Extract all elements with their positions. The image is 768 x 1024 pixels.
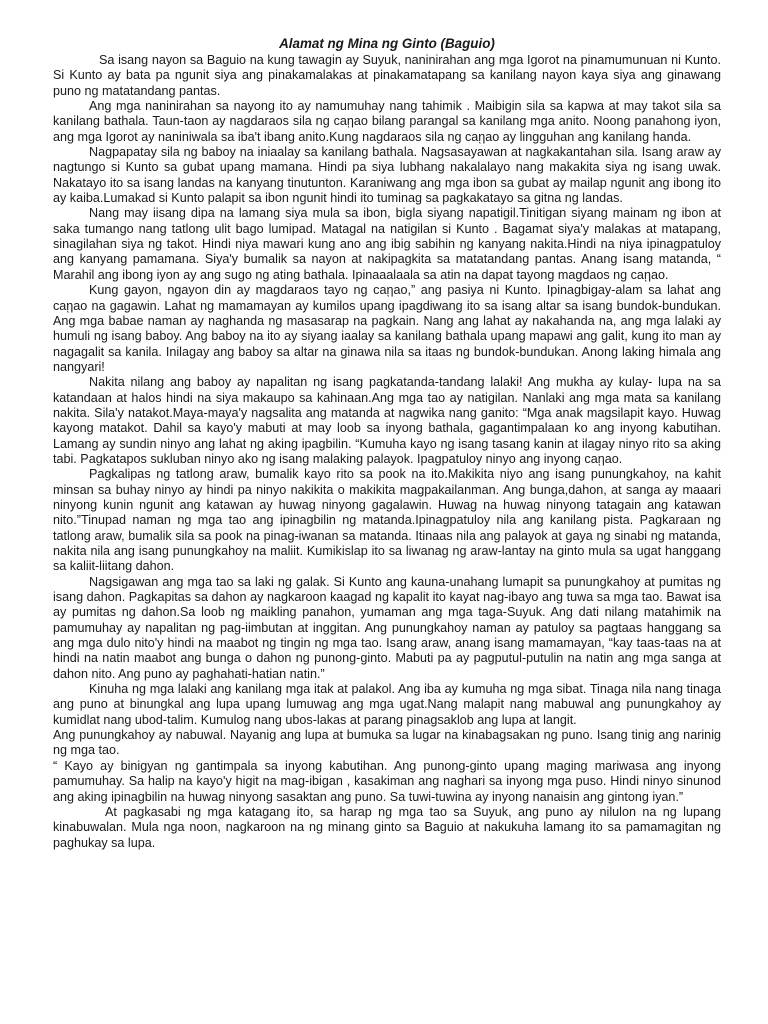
paragraph-3: Nagpapatay sila ng baboy na iniaalay sa kanilang bathala. Nagsasayawan at nagkakantahan sila. Isang araw ay nagtungo si Kunto sa gubat upang mamana. Hindi pa siya lubhang nakalalayo nang makakita siya ng isang uwak. Nakatayo ito sa isang landas na kanyang tinutunton. Karaniwang ang mga ibon sa gubat ay mailap ngunit ang ibong ito ay kaiba.Lumakad si Kunto palapit sa ibon ngunit hindi ito tuminag sa pagkakatayo sa gitna ng landas. — [53, 145, 721, 206]
paragraph-4: Nang may iisang dipa na lamang siya mula sa ibon, bigla siyang napatigil.Tinitigan siyang mainam ng ibon at saka tumango nang tatlong ulit bago lumipad. Matagal na natigilan si Kunto . Bagamat siya'y malakas at matapang, sinagilahan siya ng takot. Hindi niya mawari kung ano ang ibig sabihin ng kanyang nakita.Hindi na niya ipinagpatuloy ang kanyang pamamana. Siya'y bumalik sa nayon at nakipagkita sa matatandang pantas. Anang isang matanda, “ Marahil ang ibong iyon ay ang sugo ng ating bathala. Ipinaaalaala sa atin na dapat tayong magdaos ng caῃao. — [53, 206, 721, 282]
paragraph-1: Sa isang nayon sa Baguio na kung tawagin ay Suyuk, naninirahan ang mga Igorot na pinamumunuan ni Kunto. Si Kunto ay bata pa ngunit siya ang pinakamalakas at pinakamatapang sa kanilang nayon kaya siya ang ginawang puno ng matatandang pantas. — [53, 53, 721, 98]
paragraph-11: “ Kayo ay binigyan ng gantimpala sa inyong kabutihan. Ang punong-ginto upang maging mariwasa ang inyong pamumuhay. Sa halip na kayo'y higit na mag-ibigan , kasakiman ang naghari sa inyong mga puso. Hindi ninyo sinunod ang aking ipinagbilin na huwag ninyong sasaktan ang puno. Sa tuwi-tuwina ay inyong nanaisin ang gintong iyan.” — [53, 758, 721, 804]
paragraph-12: At pagkasabi ng mga katagang ito, sa harap ng mga tao sa Suyuk, ang puno ay nilulon na ng lupang kinabuwalan. Mula nga noon, nagkaroon na ng minang ginto sa Baguio at nakukuha lamang ito sa pamamagitan ng paghukay sa lupa. — [53, 804, 721, 850]
paragraph-8: Nagsigawan ang mga tao sa laki ng galak. Si Kunto ang kauna-unahang lumapit sa punungkahoy at pumitas ng isang dahon. Pagkapitas sa dahon ay nagkaroon kaagad ng kapalit ito kayat nag-ibayo ang tuwa sa mga tao. Bawat isa ay pumitas ng dahon.Sa loob ng maikling panahon, yumaman ang mga taga-Suyuk. Ang dati nilang matahimik na pamumuhay ay napalitan ng pag-iimbutan at inggitan. Ang punungkahoy naman ay patuloy sa pagtaas hanggang sa ang mga dulo nito'y hindi na maabot ng tingin ng mga tao. Isang araw, anang isang mamamayan, “kay taas-taas na at hindi na natin maabot ang bunga o dahon ng punong-ginto. Mabuti pa ay pagputul-putulin na natin ang mga sanga at dahon nito. Ang puno ay paghahati-hatian natin.” — [53, 574, 721, 681]
document-body — [53, 36, 721, 851]
paragraph-6: Nakita nilang ang baboy ay napalitan ng isang pagkatanda-tandang lalaki! Ang mukha ay kulay- lupa na sa katandaan at halos hindi na siya makaupo sa kahinaan.Ang mga tao ay natigilan. Nanlaki ang mga mata sa kanilang nakita. Sila'y natakot.Maya-maya'y nagsalita ang matanda at nagwika nang ganito: “Mga anak magsilapit kayo. Huwag kayong matakot. Dahil sa kayo'y mabuti at may loob sa inyong bathala, gagantimpalaan ko ang inyong kabutihan. Lamang ay sundin ninyo ang lahat ng aking ipagbilin. “Kumuha kayo ng isang tasang kanin at ilagay ninyo rito sa aking tabi. Pagkatapos sukluban ninyo ako ng isang malaking palayok. Ipagpatuloy ninyo ang inyong caῃao. — [53, 375, 721, 466]
paragraph-7: Pagkalipas ng tatlong araw, bumalik kayo rito sa pook na ito.Makikita niyo ang isang punungkahoy, na kahit minsan sa buhay ninyo ay hindi pa ninyo nakikita o makikita magpakailanman. Ang bunga,dahon, at sanga ay maaari ninyong kunin ngunit ang katawan ay huwag ninyong gagalawin. Huwag na huwag ninyong tatagain ang katawan nito.”Tinupad naman ng mga tao ang ipinagbilin ng matanda.Ipinagpatuloy nila ang kanilang pista. Pagkaraan ng tatlong araw, bumalik sila sa pook na pinag-iwanan sa matanda. Itinaas nila ang palayok at gaya ng sinabi ng matanda, nakita nila ang isang punungkahoy na maliit. Kumikislap ito sa liwanag ng araw-lantay na ginto mula sa ugat hanggang sa kaliit-liitang dahon. — [53, 467, 721, 574]
paragraph-5: Kung gayon, ngayon din ay magdaraos tayo ng caῃao,” ang pasiya ni Kunto. Ipinagbigay-alam sa lahat ang caῃao na gagawin. Lahat ng mamamayan ay kumilos upang ipagdiwang ito sa isang altar sa isang bundok-bundukan. Ang mga babae naman ay naghanda ng masasarap na pagkain. Nang ang lahat ay nakahanda na, ang mga lalaki ay humuli ng isang baboy. Ang baboy na ito ay siyang iaalay sa kanilang bathala upang mapawi ang galit, kung ito man ay nagagalit sa kanila. Inilagay ang baboy sa altar na ginawa nila sa itaas ng bundok-bundukan. Anong laking himala ang nangyari! — [53, 283, 721, 374]
paragraph-2: Ang mga naninirahan sa nayong ito ay namumuhay nang tahimik . Maibigin sila sa kapwa at may takot sila sa kanilang bathala. Taun-taon ay nagdaraos sila ng caῃao bilang parangal sa kanilang mga anito. Noong panahong iyon, ang mga Igorot ay naniniwala sa iba't ibang anito.Kung nagdaraos sila ng caῃao ay lingguhan ang kanilang handa. — [53, 99, 721, 144]
paragraph-9: Kinuha ng mga lalaki ang kanilang mga itak at palakol. Ang iba ay kumuha ng mga sibat. Tinaga nila nang tinaga ang puno at binungkal ang lupa upang lumuwag ang mga ugat.Nang malapit nang mabuwal ang punungkahoy ay kumidlat nang ubod-talim. Kumulog nang ubos-lakas at parang pinagsaklob ang lupa at langit. — [53, 682, 721, 727]
paragraph-10: Ang punungkahoy ay nabuwal. Nayanig ang lupa at bumuka sa lugar na kinabagsakan ng puno. Isang tinig ang narinig ng mga tao. — [53, 728, 721, 758]
document-title: Alamat ng Mina ng Ginto (Baguio) — [279, 36, 495, 51]
